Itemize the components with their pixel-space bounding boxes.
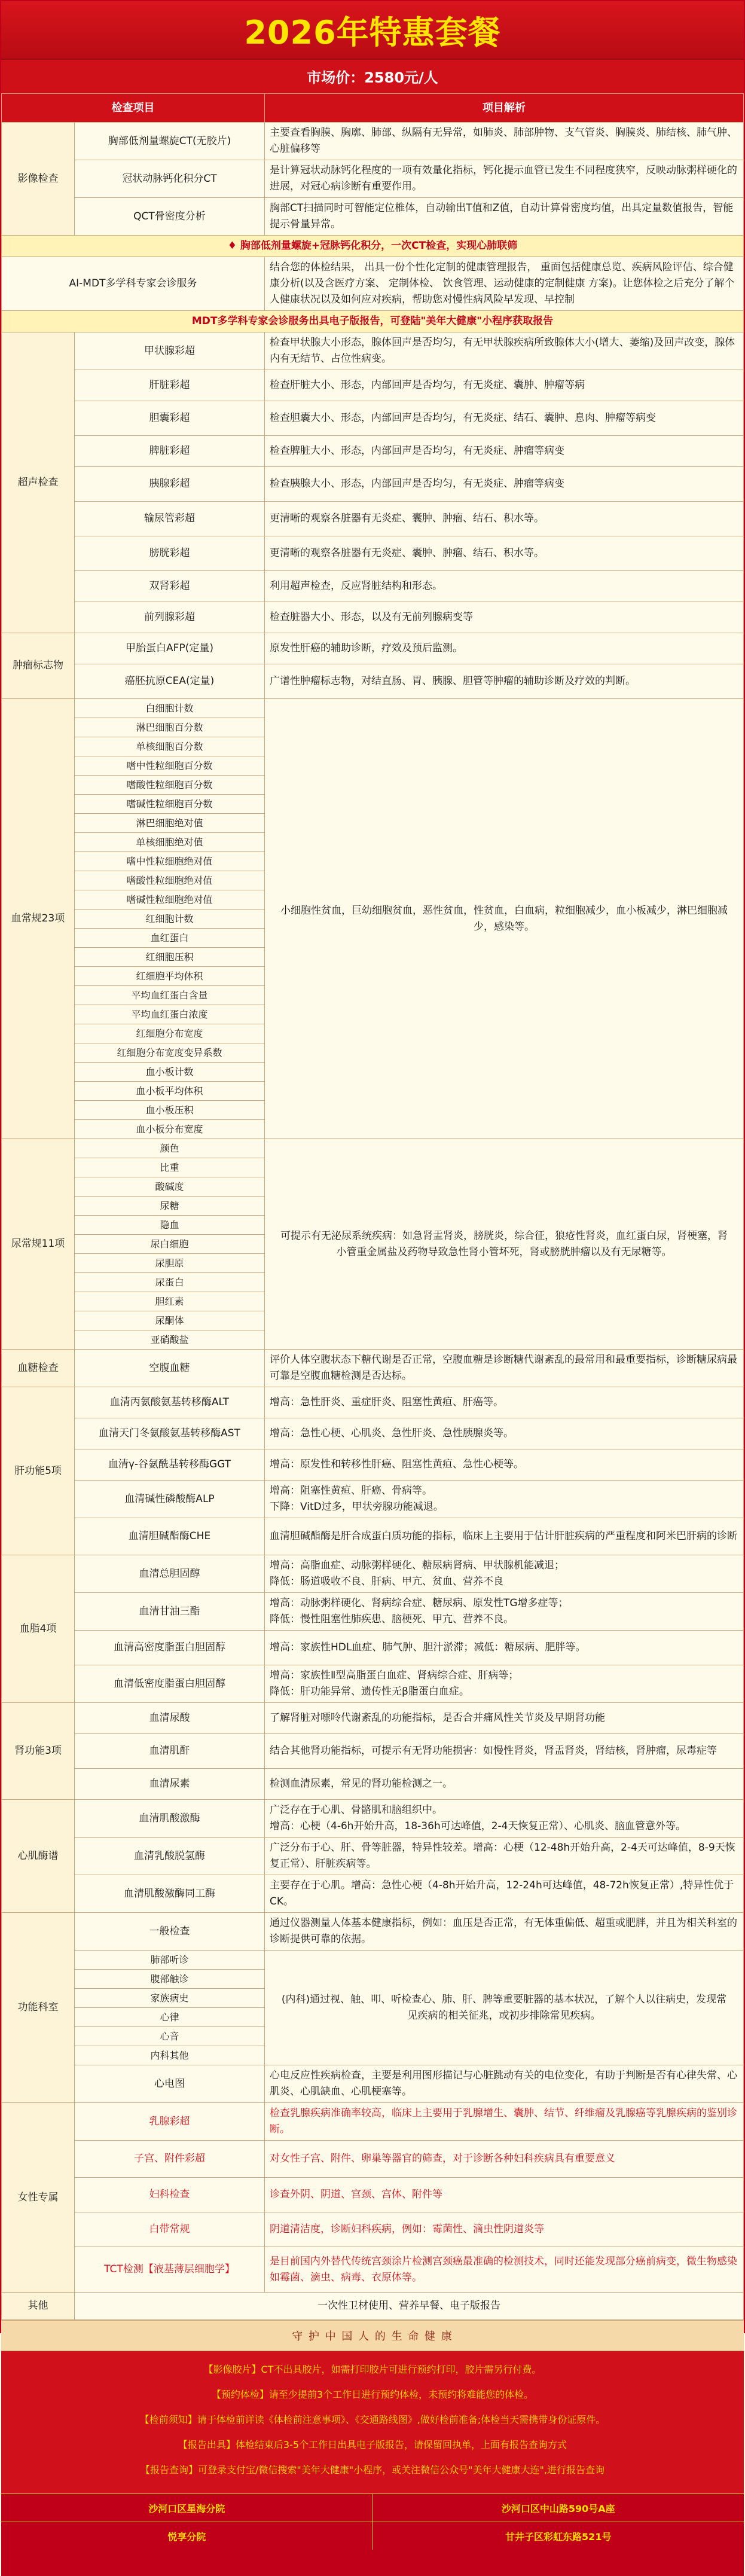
desc-cell: 主要存在于心肌。增高：急性心梗（4-8h开始升高，12-24h可达峰值，48-72h恢复正常）,特异性优于CK。 — [265, 1875, 744, 1913]
desc-cell: 广泛分布于心、肝、骨等脏器，特异性较差。增高：心梗（12-48h开始升高，2-4天可达峰值，8-9天恢复正常）、肝脏疾病等。 — [265, 1838, 744, 1875]
footer-bar — [1, 2550, 744, 2576]
item-cell: 血清丙氨酸氨基转移酶ALT — [75, 1387, 265, 1418]
item-cell: 心电图 — [75, 2065, 265, 2103]
desc-cell: 一次性卫材使用、营养早餐、电子版报告 — [75, 2293, 744, 2320]
item-cell: 胸部低剂量螺旋CT(无胶片) — [75, 123, 265, 160]
item-cell: 子宫、附件彩超 — [75, 2141, 265, 2178]
branch-address: 甘井子区彩虹东路521号 — [505, 2531, 612, 2543]
list-item: 嗜酸性粒细胞绝对值 — [75, 871, 265, 890]
col-header-desc: 项目解析 — [265, 94, 744, 123]
table-row — [2, 1481, 744, 1518]
table-row — [2, 2141, 744, 2178]
table-row — [2, 332, 744, 370]
item-cell: 甲胎蛋白AFP(定量) — [75, 633, 265, 664]
desc-cell: 增高：急性肝炎、重症肝炎、阻塞性黄疸、肝癌等。 — [265, 1387, 744, 1418]
table-row — [2, 1913, 744, 1951]
list-item: 家族病史 — [75, 1989, 265, 2008]
item-cell: 输尿管彩超 — [75, 502, 265, 536]
item-cell: 血清尿酸 — [75, 1703, 265, 1734]
table-row — [2, 1769, 744, 1800]
list-item: 比重 — [75, 1158, 265, 1177]
notice-text: 【报告查询】可登录支付宝/微信搜索"美年大健康"小程序，或关注微信公众号"美年大健康大连",进行报告查询 — [141, 2464, 604, 2476]
table-row — [2, 2178, 744, 2212]
table-row — [2, 1875, 744, 1913]
desc-cell: 是计算冠状动脉钙化程度的一项有效量化指标，钙化提示血管已发生不同程度狭窄，反映动脉粥样硬化的进展，对冠心病诊断有重要作用。 — [265, 160, 744, 198]
item-cell: 肝脏彩超 — [75, 370, 265, 401]
notes-section — [1, 2351, 744, 2493]
table-row — [2, 467, 744, 502]
desc-cell: 血清胆碱酯酶是肝合成蛋白质功能的指标，临床上主要用于估计肝脏疾病的严重程度和阿米巴肝病的诊断 — [265, 1518, 744, 1555]
list-item: 嗜酸性粒细胞百分数 — [75, 776, 265, 795]
table-row — [2, 2247, 744, 2293]
category-tumor: 肿瘤标志物 — [2, 633, 75, 699]
list-item: 尿白细胞 — [75, 1235, 265, 1254]
category-heart: 心肌酶谱 — [2, 1800, 75, 1913]
table-row — [2, 1703, 744, 1734]
category-women: 女性专属 — [2, 2103, 75, 2293]
table-row — [2, 160, 744, 198]
table-row — [2, 198, 744, 236]
table-row — [2, 123, 744, 160]
list-item: 血小板分布宽度 — [75, 1120, 265, 1139]
category-urine: 尿常规11项 — [2, 1139, 75, 1350]
desc-cell: 结合其他肾功能指标，可提示有无肾功能损害：如慢性肾炎，肾盂肾炎，肾结核，肾肿瘤，尿毒症等 — [265, 1734, 744, 1769]
item-cell: 前列腺彩超 — [75, 602, 265, 633]
desc-cell: 更清晰的观察各脏器有无炎症、囊肿、肿瘤、结石、积水等。 — [265, 502, 744, 536]
desc-cell: 阴道清洁度，诊断妇科疾病，例如：霉菌性、滴虫性阴道炎等 — [265, 2212, 744, 2247]
desc-cell: 广谱性肿瘤标志物，对结直肠、胃、胰腺、胆管等肿瘤的辅助诊断及疗效的判断。 — [265, 664, 744, 699]
notice-text: 【报告出具】体检结束后3-5个工作日出具电子版报告，请保留回执单，上面有报告查询方式 — [178, 2439, 567, 2450]
desc-cell: 更清晰的观察各脏器有无炎症、囊肿、肿瘤、结石、积水等。 — [265, 536, 744, 571]
list-item: 内科其他 — [75, 2046, 265, 2065]
urine-section — [2, 1139, 744, 1350]
branch-address: 沙河口区中山路590号A座 — [501, 2502, 615, 2514]
category-liver: 肝功能5项 — [2, 1387, 75, 1555]
desc-cell: 利用超声检查，反应肾脏结构和形态。 — [265, 571, 744, 602]
list-item: 平均血红蛋白浓度 — [75, 1005, 265, 1024]
section-desc: 可提示有无泌尿系统疾病：如急肾盂肾炎，膀胱炎，综合征，狼疮性肾炎，血红蛋白尿，肾梗塞，肾小管重金属盐及药物导致急性肾小管坏死，肾或膀胱肿瘤以及有无尿糖等。 — [265, 1139, 744, 1350]
list-item: 平均血红蛋白含量 — [75, 986, 265, 1005]
table-row — [2, 1838, 744, 1875]
desc-cell: 主要查看胸膜、胸廓、肺部、纵隔有无异常，如肺炎、肺部肿物、支气管炎、胸膜炎、肺结核、肺气肿、心脏偏移等 — [265, 123, 744, 160]
list-item: 颜色 — [75, 1139, 265, 1158]
item-cell: 胰腺彩超 — [75, 467, 265, 502]
table-row — [2, 370, 744, 401]
table-row — [2, 1139, 744, 1158]
category-other: 其他 — [2, 2293, 75, 2320]
desc-cell: 检查乳腺疾病准确率较高，临床上主要用于乳腺增生、囊肿、结节、纤维瘤及乳腺癌等乳腺疾病的鉴别诊断。 — [265, 2103, 744, 2141]
list-item: 血小板压积 — [75, 1101, 265, 1120]
table-row — [2, 257, 744, 311]
item-cell: 血清尿素 — [75, 1769, 265, 1800]
list-item: 尿胆原 — [75, 1254, 265, 1273]
list-item: 红细胞分布宽度变异系数 — [75, 1043, 265, 1063]
list-item: 血小板平均体积 — [75, 1082, 265, 1101]
branch-name: 沙河口区星海分院 — [1, 2494, 373, 2522]
table-row — [2, 1555, 744, 1593]
list-item: 胆红素 — [75, 1292, 265, 1311]
desc-cell: 原发性肝癌的辅助诊断，疗效及预后监测。 — [265, 633, 744, 664]
list-item: 尿糖 — [75, 1197, 265, 1216]
item-cell: 白带常规 — [75, 2212, 265, 2247]
item-cell: 胆囊彩超 — [75, 401, 265, 436]
notice-text: 【影像胶片】CT不出具胶片，如需打印胶片可进行预约打印，胶片需另行付费。 — [203, 2364, 542, 2375]
table-row — [2, 2293, 744, 2320]
table-row — [2, 2103, 744, 2141]
desc-cell: 通过仪器测量人体基本健康指标，例如：血压是否正常，有无体重偏低、超重或肥胖，并且为相关科室的诊断提供可靠的依据。 — [265, 1913, 744, 1951]
list-item: 尿酮体 — [75, 1311, 265, 1330]
notice-text: 【检前须知】请于体检前详读《体检前注意事项》、《交通路线图》,做好检前准备;体检当天需携带身份证原件。 — [139, 2414, 606, 2425]
desc-cell: 检查脏器大小、形态，以及有无前列腺病变等 — [265, 602, 744, 633]
list-item: 白细胞计数 — [75, 699, 265, 718]
desc-cell: 评价人体空腹状态下糖代谢是否正常，空腹血糖是诊断糖代谢紊乱的最常用和最重要指标，诊断糖尿病最可靠是空腹血糖检测是否达标。 — [265, 1350, 744, 1387]
table-row — [2, 1350, 744, 1387]
table-row — [2, 1449, 744, 1481]
blood-section — [2, 699, 744, 1139]
item-cell: 血清甘油三酯 — [75, 1593, 265, 1631]
table-row — [2, 633, 744, 664]
table-row — [2, 699, 744, 718]
list-item: 红细胞分布宽度 — [75, 1024, 265, 1043]
item-cell: 一般检查 — [75, 1913, 265, 1951]
table-row — [2, 1951, 744, 1970]
item-cell: 癌胚抗原CEA(定量) — [75, 664, 265, 699]
fire-icon: ♦ — [227, 240, 237, 252]
market-price: 市场价：2580元/人 — [1, 60, 744, 93]
list-item: 嗜碱性粒细胞百分数 — [75, 795, 265, 814]
list-item: 红细胞压积 — [75, 948, 265, 967]
list-item: 尿蛋白 — [75, 1273, 265, 1292]
item-cell: 双肾彩超 — [75, 571, 265, 602]
table-row — [2, 502, 744, 536]
table-row — [2, 536, 744, 571]
list-item: 血红蛋白 — [75, 929, 265, 948]
desc-cell: 是目前国内外替代传统宫颈涂片检测宫颈癌最准确的检测技术，同时还能发现部分癌前病变，微生物感染如霉菌、滴虫、病毒、衣原体等。 — [265, 2247, 744, 2293]
table-row — [2, 602, 744, 633]
table-row — [2, 1631, 744, 1665]
item-cell: 血清总胆固醇 — [75, 1555, 265, 1593]
list-item: 酸碱度 — [75, 1177, 265, 1197]
list-item: 心音 — [75, 2027, 265, 2046]
item-cell: 血清天门冬氨酸氨基转移酶AST — [75, 1418, 265, 1449]
list-item: 嗜中性粒细胞百分数 — [75, 756, 265, 776]
table-row — [2, 1593, 744, 1631]
list-item: 肺部听诊 — [75, 1951, 265, 1970]
desc-cell: 增高：家族性Ⅱ型高脂蛋白血症、肾病综合症、肝病等； 降低：肝功能异常、遗传性无β脂蛋白血症。 — [265, 1665, 744, 1703]
desc-cell: 心电反应性疾病检查，主要是利用图形描记与心脏跳动有关的电位变化，有助于判断是否有心律失常、心肌炎、心肌缺血、心肌梗塞等。 — [265, 2065, 744, 2103]
item-cell: TCT检测【液基薄层细胞学】 — [75, 2247, 265, 2293]
desc-cell: 结合您的体检结果， 出具一份个性化定制的健康管理报告， 重面包括健康总览、疾病风险评估、综合健康分析(以及含医疗方案、 定制体检、 饮食管理、运动健康的定制健康 方案)。让您体检之后充分了解个人健康状况以及如何应对疾病，帮助您对慢性病风险早发现、早控制 — [265, 257, 744, 311]
desc-cell: 胸部CT扫描同时可智能定位椎体，自动输出T值和Z值，自动计算骨密度均值，出具定量数值报告，智能提示骨量异常。 — [265, 198, 744, 236]
list-item: 单核细胞百分数 — [75, 737, 265, 756]
desc-cell: 检查甲状腺大小形态，腺体回声是否均匀，有无甲状腺疾病所致腺体大小(增大、萎缩)及回声改变，腺体内有无结节、占位性病变。 — [265, 332, 744, 370]
desc-cell: 增高：原发性和转移性肝癌、阻塞性黄疸、急性心梗等。 — [265, 1449, 744, 1481]
item-cell: QCT骨密度分析 — [75, 198, 265, 236]
desc-cell: 了解肾脏对嘌呤代谢紊乱的功能指标，是否合并痛风性关节炎及早期肾功能 — [265, 1703, 744, 1734]
desc-cell: 增高：急性心梗、心肌炎、急性肝炎、急性胰腺炎等。 — [265, 1418, 744, 1449]
item-cell: AI-MDT多学科专家会诊服务 — [2, 257, 265, 311]
col-header-item: 检查项目 — [2, 94, 265, 123]
item-cell: 乳腺彩超 — [75, 2103, 265, 2141]
list-item: 嗜中性粒细胞绝对值 — [75, 852, 265, 871]
table-row — [2, 2065, 744, 2103]
ai-note: MDT多学科专家会诊服务出具电子版报告，可登陆"美年大健康"小程序获取报告 — [2, 311, 744, 332]
list-item: 亚硝酸盐 — [75, 1330, 265, 1350]
desc-cell: 检查胰腺大小、形态，内部回声是否均匀，有无炎症、肿瘤等病变 — [265, 467, 744, 502]
desc-cell: 检查肝脏大小、形态，内部回声是否均匀，有无炎症、囊肿、肿瘤等病 — [265, 370, 744, 401]
category-ultrasound: 超声检查 — [2, 332, 75, 633]
desc-cell: 增高：家族性HDL血症、肺气肿、胆汁淤滞；减低：糖尿病、肥胖等。 — [265, 1631, 744, 1665]
category-internal: 功能科室 — [2, 1913, 75, 2103]
list-item: 心律 — [75, 2008, 265, 2027]
item-cell: 膀胱彩超 — [75, 536, 265, 571]
desc-cell: 检查脾脏大小、形态，内部回声是否均匀，有无炎症、肿瘤等病变 — [265, 436, 744, 467]
item-cell: 血清γ-谷氨酰基转移酶GGT — [75, 1449, 265, 1481]
notice-text: 【预约体检】请至少提前3个工作日进行预约体检，未预约将难能您的体检。 — [211, 2389, 534, 2400]
table-row — [2, 1518, 744, 1555]
list-item: 单核细胞绝对值 — [75, 833, 265, 852]
imaging-note: 胸部低剂量螺旋+冠脉钙化积分，一次CT检查，实现心肺联筛 — [240, 240, 518, 252]
table-header-row — [2, 94, 744, 123]
item-cell: 血清低密度脂蛋白胆固醇 — [75, 1665, 265, 1703]
header-banner — [1, 1, 744, 60]
table-row — [2, 436, 744, 467]
item-cell: 血清乳酸脱氢酶 — [75, 1838, 265, 1875]
desc-cell: 广泛存在于心肌、骨骼肌和脑组织中。 增高：心梗（4-6h开始升高，18-36h可达峰值，2-4天恢复正常）、心肌炎、脑血管意外等。 — [265, 1800, 744, 1838]
table-row — [2, 571, 744, 602]
item-cell: 妇科检查 — [75, 2178, 265, 2212]
item-cell: 血清碱性磷酸酶ALP — [75, 1481, 265, 1518]
desc-cell: 检查胆囊大小、形态，内部回声是否均匀，有无炎症、结石、囊肿、息肉、肿瘤等病变 — [265, 401, 744, 436]
list-item: 红细胞平均体积 — [75, 967, 265, 986]
item-cell: 脾脏彩超 — [75, 436, 265, 467]
item-cell: 血清胆碱酯酶CHE — [75, 1518, 265, 1555]
section-desc: (内科)通过视、触、叩、听检查心、肺、肝、脾等重要脏器的基本状况，了解个人以往病史，发现常见疾病的相关征兆，或初步排除常见疾病。 — [265, 1951, 744, 2065]
list-item: 血小板计数 — [75, 1063, 265, 1082]
list-item: 淋巴细胞百分数 — [75, 718, 265, 737]
highlight-row — [2, 236, 744, 257]
branch-row — [1, 2522, 744, 2550]
list-item: 隐血 — [75, 1216, 265, 1235]
table-row — [2, 1800, 744, 1838]
table-row — [2, 1734, 744, 1769]
desc-cell: 增高：动脉粥样硬化、肾病综合症、糖尿病、原发性TG增多症等； 降低：慢性阻塞性肺疾患、脑梗死、甲亢、营养不良。 — [265, 1593, 744, 1631]
table-row — [2, 664, 744, 699]
desc-cell: 诊查外阴、阴道、宫颈、宫体、附件等 — [265, 2178, 744, 2212]
exam-table — [1, 93, 744, 2320]
desc-cell: 对女性子宫、附件、卵巢等器官的筛查，对于诊断各种妇科疾病具有重要意义 — [265, 2141, 744, 2178]
list-item: 红细胞计数 — [75, 909, 265, 929]
section-desc: 小细胞性贫血，巨幼细胞贫血，恶性贫血，性贫血，白血病，粒细胞减少，血小板减少，淋巴细胞减少，感染等。 — [265, 699, 744, 1139]
branch-name: 悦享分院 — [1, 2522, 373, 2550]
table-row — [2, 1665, 744, 1703]
desc-cell: 检测血清尿素，常见的肾功能检测之一。 — [265, 1769, 744, 1800]
category-lipid: 血脂4项 — [2, 1555, 75, 1703]
category-imaging: 影像检查 — [2, 123, 75, 236]
desc-cell: 增高：阻塞性黄疸、肝癌、骨病等。 下降：VitD过多，甲状旁腺功能减退。 — [265, 1481, 744, 1518]
item-cell: 血清高密度脂蛋白胆固醇 — [75, 1631, 265, 1665]
table-row — [2, 1387, 744, 1418]
list-item: 腹部触诊 — [75, 1970, 265, 1989]
list-item: 嗜碱性粒细胞绝对值 — [75, 890, 265, 909]
branch-row — [1, 2493, 744, 2522]
category-glucose: 血糖检查 — [2, 1350, 75, 1387]
desc-cell: 增高：高脂血症、动脉粥样硬化、糖尿病肾病、甲状腺机能减退； 降低：肠道吸收不良、肝病、甲亢、贫血、营养不良 — [265, 1555, 744, 1593]
slogan: 守 护 中 国 人 的 生 命 健 康 — [1, 2320, 744, 2351]
item-cell: 空腹血糖 — [75, 1350, 265, 1387]
internal-section — [2, 1913, 744, 2103]
table-row — [2, 401, 744, 436]
category-blood: 血常规23项 — [2, 699, 75, 1139]
table-row — [2, 1418, 744, 1449]
item-cell: 血清肌酐 — [75, 1734, 265, 1769]
list-item: 淋巴细胞绝对值 — [75, 814, 265, 833]
item-cell: 冠状动脉钙化积分CT — [75, 160, 265, 198]
item-cell: 甲状腺彩超 — [75, 332, 265, 370]
table-row — [2, 2212, 744, 2247]
highlight-row — [2, 311, 744, 332]
category-kidney: 肾功能3项 — [2, 1703, 75, 1800]
item-cell: 血清肌酸激酶 — [75, 1800, 265, 1838]
page-title: 2026年特惠套餐 — [244, 13, 501, 51]
item-cell: 血清肌酸激酶同工酶 — [75, 1875, 265, 1913]
